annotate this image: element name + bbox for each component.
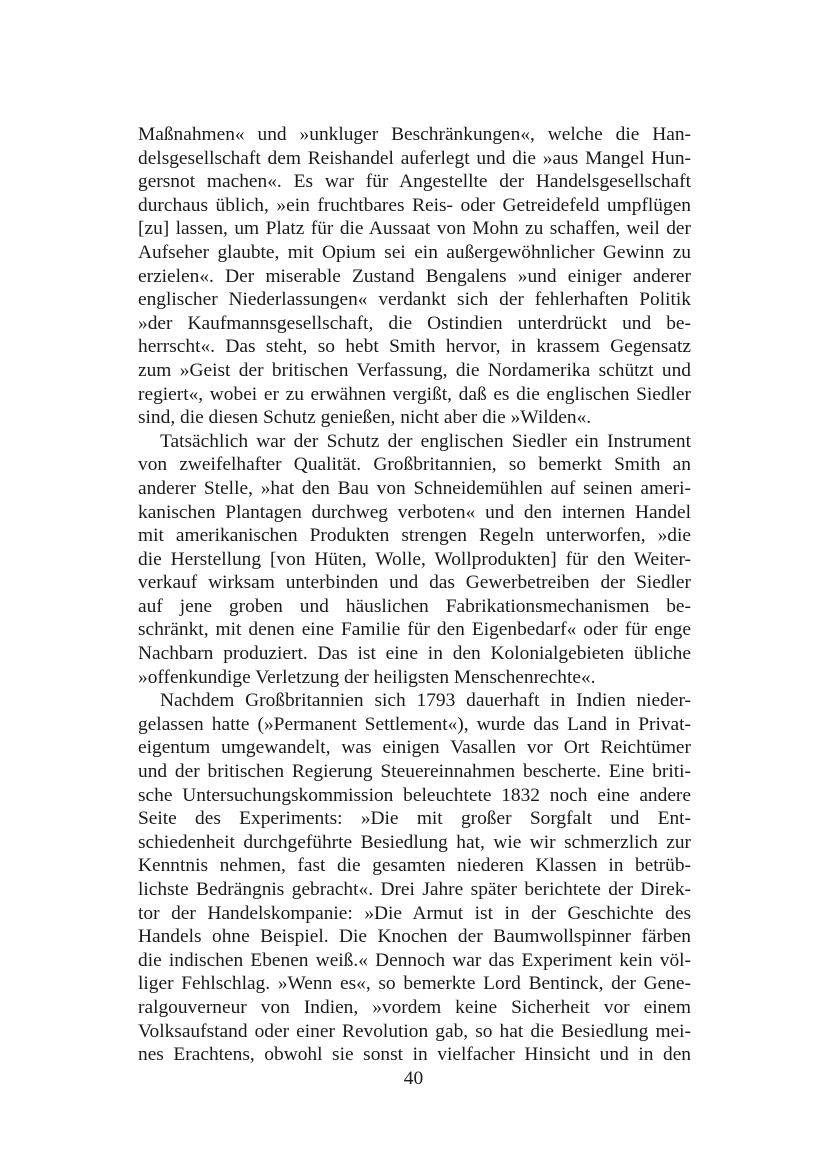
text-line: auf jene groben und häuslichen Fabrikationsmechanismen be- <box>138 595 691 617</box>
text-line: lichste Bedrängnis gebracht«. Drei Jahre später berichtete der Direk- <box>138 879 691 900</box>
text-line: Seite des Experiments: »Die mit großer Sorgfalt und Ent- <box>138 808 691 830</box>
text-line: verkauf wirksam unterbinden und das Gewerbetreiben der Siedler <box>138 572 691 594</box>
text-line: durchaus üblich, »ein fruchtbares Reis- oder Getreidefeld umpflügen <box>138 194 691 216</box>
text-line: gersnot machen«. Es war für Angestellte der Handelsgesellschaft <box>138 171 691 193</box>
paragraph-1 <box>138 123 691 430</box>
paragraph-2 <box>138 430 691 690</box>
text-line: sind, die diesen Schutz genießen, nicht aber die »Wilden«. <box>138 407 592 429</box>
text-line: und der britischen Regierung Steuereinnahmen bescherte. Eine briti- <box>138 761 691 783</box>
text-line: mit amerikanischen Produkten strengen Regeln unterworfen, »die <box>138 525 691 547</box>
text-line: zum »Geist der britischen Verfassung, die Nordamerika schützt und <box>138 359 691 381</box>
text-line: liger Fehlschlag. »Wenn es«, so bemerkte Lord Bentinck, der Gene- <box>138 973 691 995</box>
text-line: »offenkundige Verletzung der heiligsten Menschenrechte«. <box>138 666 596 688</box>
text-line: regiert«, wobei er zu erwähnen vergißt, daß es die englischen Siedler <box>138 383 691 405</box>
text-line: die Herstellung [von Hüten, Wolle, Wollprodukten] für den Weiter- <box>138 548 691 570</box>
text-line: englischer Niederlassungen« verdankt sich der fehlerhaften Politik <box>138 289 691 311</box>
text-line: von zweifelhafter Qualität. Großbritannien, so bemerkt Smith an <box>138 454 691 476</box>
text-line: anderer Stelle, »hat den Bau von Schneidemühlen auf seinen ameri- <box>138 477 691 499</box>
text-line: Nachdem Großbritannien sich 1793 dauerhaft in Indien nieder- <box>160 690 691 712</box>
text-line: Tatsächlich war der Schutz der englischen Siedler ein Instrument <box>160 430 691 452</box>
text-line: schränkt, mit denen eine Familie für den Eigenbedarf« oder für enge <box>138 619 691 641</box>
text-line: nes Erachtens, obwohl sie sonst in vielfacher Hinsicht und in den <box>138 1044 691 1066</box>
text-line: Aufseher glaubte, mit Opium sei ein außergewöhnlicher Gewinn zu <box>138 241 691 263</box>
text-line: schiedenheit durchgeführte Besiedlung hat, wie wir schmerzlich zur <box>138 831 691 853</box>
paragraph-3 <box>138 689 691 1067</box>
text-line: kanischen Plantagen durchweg verboten« und den internen Handel <box>138 501 691 523</box>
text-line: sche Untersuchungskommission beleuchtete 1832 noch eine andere <box>138 784 691 806</box>
text-line: herrscht«. Das steht, so hebt Smith hervor, in krassem Gegensatz <box>138 336 691 358</box>
text-line: eigentum umgewandelt, was einigen Vasallen vor Ort Reichtümer <box>138 737 691 759</box>
text-line: Maßnahmen« und »unkluger Beschränkungen«, welche die Han- <box>138 124 691 145</box>
text-line: »der Kaufmannsgesellschaft, die Ostindien unterdrückt und be- <box>138 312 691 334</box>
text-line: gelassen hatte (»Permanent Settlement«), wurde das Land in Privat- <box>138 713 691 735</box>
text-line: die indischen Ebenen weiß.« Dennoch war das Experiment kein völ- <box>138 949 691 971</box>
text-line: ralgouverneur von Indien, »vordem keine Sicherheit vor einem <box>138 996 691 1018</box>
text-line: delsgesellschaft dem Reishandel auferlegt und die »aus Mangel Hun- <box>138 147 691 169</box>
text-line: [zu] lassen, um Platz für die Aussaat von Mohn zu schaffen, weil der <box>138 218 691 240</box>
page-number: 40 <box>403 1068 424 1089</box>
text-line: Kenntnis nehmen, fast die gesamten niederen Klassen in betrüb- <box>138 855 691 877</box>
text-line: erzielen«. Der miserable Zustand Bengalens »und einiger anderer <box>138 265 691 287</box>
page-body <box>138 123 691 1067</box>
text-line: tor der Handelskompanie: »Die Armut ist in der Geschichte des <box>138 902 691 924</box>
text-line: Volksaufstand oder einer Revolution gab, so hat die Besiedlung mei- <box>138 1020 691 1042</box>
text-line: Nachbarn produziert. Das ist eine in den Kolonialgebieten übliche <box>138 643 691 665</box>
text-line: Handels ohne Beispiel. Die Knochen der Baumwollspinner färben <box>138 926 691 948</box>
